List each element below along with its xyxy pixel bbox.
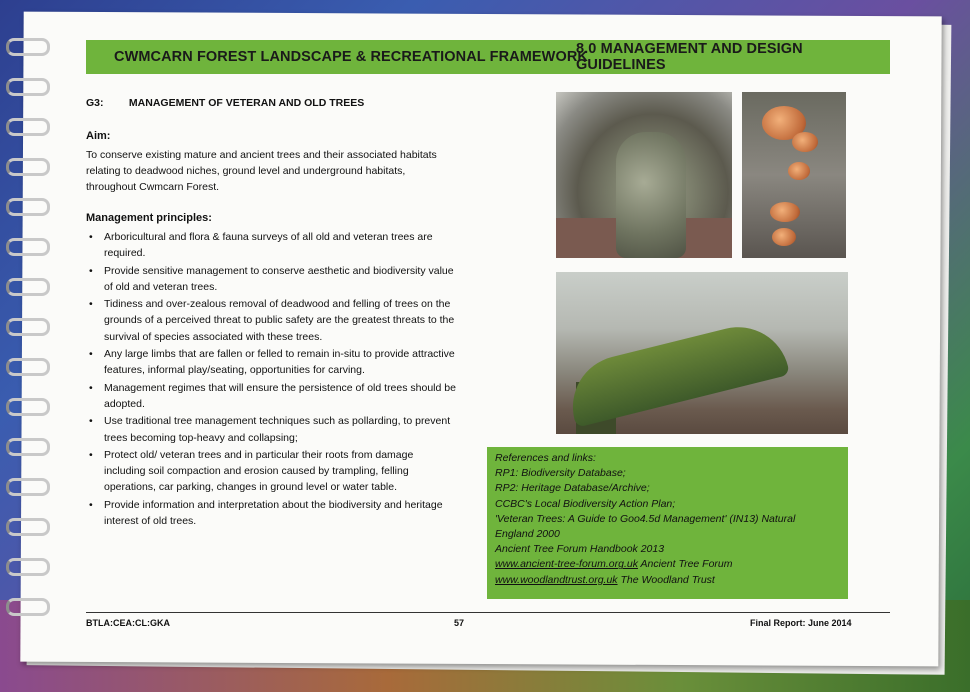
fungus-cap (770, 202, 800, 222)
spiral-binding (6, 38, 46, 638)
fungus-cap (792, 132, 818, 152)
binding-ring (6, 118, 50, 136)
principles-list (86, 229, 456, 530)
ancient-tree-forum-link[interactable]: www.ancient-tree-forum.org.uk (495, 558, 638, 571)
guideline-code: G3: (86, 97, 104, 109)
footer-divider (86, 612, 890, 613)
aim-heading: Aim: (86, 130, 111, 142)
guideline-title: MANAGEMENT OF VETERAN AND OLD TREES (128, 97, 365, 109)
list-item: • Any large limbs that are fallen or felled to remain in-situ to provide attractive features, informal play/seating, opportunities for carving. (86, 346, 456, 379)
list-item: • Provide information and interpretation about the biodiversity and heritage interest of old trees. (86, 497, 456, 530)
references-box (487, 447, 848, 599)
list-item: • Tidiness and over-zealous removal of deadwood and felling of trees on the grounds of a perceived threat to public safety are the greatest threats to the survival of species associated with these trees. (86, 296, 456, 345)
binding-ring (6, 398, 50, 416)
guideline-heading (86, 97, 364, 109)
binding-ring (6, 38, 50, 56)
veteran-tree-photo (556, 92, 732, 258)
page-number: 57 (454, 618, 465, 628)
woodland-trust-link[interactable]: www.woodlandtrust.org.uk (495, 573, 618, 586)
binding-ring (6, 318, 50, 336)
binding-ring (6, 238, 50, 256)
reference-line: CCBC's Local Biodiversity Action Plan; (495, 497, 676, 510)
reference-link-row (495, 557, 840, 572)
binding-ring (6, 438, 50, 456)
fungus-cap (788, 162, 810, 180)
binding-ring (6, 478, 50, 496)
reference-link-row (495, 573, 840, 588)
photo-branch (562, 316, 790, 427)
references-heading: References and links: (495, 452, 596, 464)
link-caption: Ancient Tree Forum (637, 558, 733, 571)
footer-reference: BTLA:CEA:CL:GKA (86, 618, 170, 628)
footer-report-date: Final Report: June 2014 (750, 618, 852, 628)
reference-line: RP1: Biodiversity Database; (495, 467, 626, 480)
binding-ring (6, 278, 50, 296)
document-title: CWMCARN FOREST LANDSCAPE & RECREATIONAL FRAMEWORK (114, 49, 588, 65)
mossy-branch-photo (556, 272, 848, 434)
list-item: • Protect old/ veteran trees and in particular their roots from damage including soil compaction and erosion caused by trampling, felling operations, car parking, changes in ground level or water table. (86, 447, 456, 496)
photo-trunk (616, 132, 686, 258)
binding-ring (6, 558, 50, 576)
page-header-bar (86, 40, 890, 74)
link-caption: The Woodland Trust (617, 573, 715, 586)
reference-line: Ancient Tree Forum Handbook 2013 (495, 543, 665, 556)
binding-ring (6, 598, 50, 616)
fungus-photo (742, 92, 846, 258)
reference-line: 'Veteran Trees: A Guide to Goo4.5d Management' (IN13) Natural (495, 512, 796, 525)
section-title: 8.0 MANAGEMENT AND DESIGN GUIDELINES (576, 41, 803, 73)
list-item: • Use traditional tree management techniques such as pollarding, to prevent trees becoming top-heavy and collapsing; (86, 413, 456, 446)
binding-ring (6, 358, 50, 376)
reference-line: England 2000 (495, 528, 560, 541)
aim-text: To conserve existing mature and ancient trees and their associated habitats relating to deadwood niches, ground level and underground habitats, throughout Cwmcarn Forest. (86, 149, 437, 193)
list-item: • Provide sensitive management to conserve aesthetic and biodiversity value of old and veteran trees. (86, 263, 456, 296)
binding-ring (6, 78, 50, 96)
list-item: • Management regimes that will ensure the persistence of old trees should be adopted. (86, 380, 456, 413)
principles-heading: Management principles: (86, 212, 212, 224)
reference-line: RP2: Heritage Database/Archive; (495, 482, 650, 495)
binding-ring (6, 198, 50, 216)
list-item: • Arboricultural and flora & fauna surveys of all old and veteran trees are required. (86, 229, 456, 262)
binding-ring (6, 518, 50, 536)
binding-ring (6, 158, 50, 176)
fungus-cap (772, 228, 796, 246)
